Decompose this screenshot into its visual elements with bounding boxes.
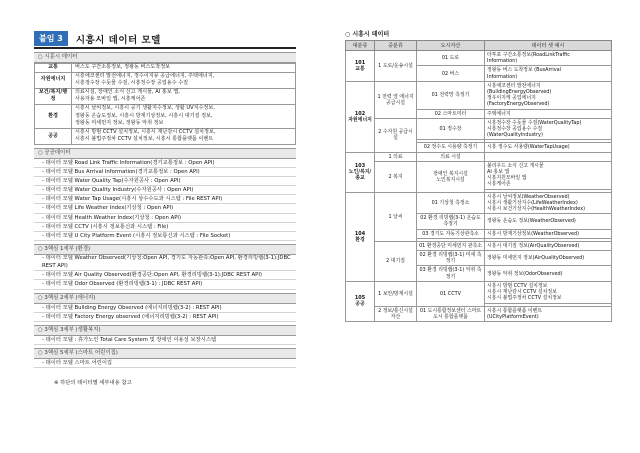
middle-category-cell: 2 정보/통신시설 자산 <box>375 306 417 321</box>
middle-category-cell: 2 대기질 <box>375 241 417 281</box>
right-column <box>345 30 612 322</box>
list-item: - 데이터 모델 Odor Observed (환경리빙랩(3-1) : JDBC REST API) <box>34 280 296 289</box>
section <box>34 244 296 290</box>
section <box>34 325 296 345</box>
content-cell: 버스도 구간소통정보, 정왕동 버스도착정보 <box>72 64 296 73</box>
table-row <box>35 128 296 144</box>
list-item: - 데이터 모델 Road Link Traffic Information(경기교통정보 : Open API) <box>34 159 296 168</box>
middle-category-cell: 1 도로/운송시설 <box>375 51 417 82</box>
section <box>34 293 296 322</box>
header-middle: 중분류 <box>375 41 417 51</box>
header-asset: 도시자산 <box>417 41 485 51</box>
major-category-cell: 103 노인/복지/ 종교 <box>346 152 375 192</box>
middle-category-cell: 1 보안/방재시설 <box>375 281 417 306</box>
section-heading: ○ 3핵심 1세부 (환경) <box>34 244 296 255</box>
section <box>34 348 296 368</box>
city-asset-cell: 01 CCTV <box>417 281 485 306</box>
dataset-example-cell <box>485 152 612 161</box>
list-item: - 데이터 모델 CCTV (시흥시 정보통신과 시스템 : File) <box>34 223 296 232</box>
city-asset-cell: 의료 시설 <box>417 152 485 161</box>
list-item: - 데이터 모델 스마트 어린이집 <box>34 359 296 368</box>
dataset-example-cell: 시흥시 방재기상정보(WeatherObserved) <box>485 229 612 238</box>
dataset-example-cell: 시흥 정수도 사용량(WaterTapUsage) <box>485 143 612 152</box>
city-asset-cell: 02 스마트미터 <box>417 109 485 118</box>
left-column <box>34 30 296 386</box>
city-asset-cell: 장애인 복지시설 노인복지시설 <box>417 161 485 192</box>
dataset-example-cell: 타투포 구간소통정보(RoadLinkTraffic Information) <box>485 51 612 66</box>
footnote: ※ 하단의 데이터별 세부내용 참고 <box>54 379 132 386</box>
city-asset-cell: 01 환경공단 미세먼지 관측소 <box>417 241 485 250</box>
dataset-example-cell: 정왕동 버스 도착정보 (BusArrival Information) <box>485 66 612 81</box>
content-cell: 의료시설, 장애인 소식 신고 게시물, AI 홍보 앱, 사용자용 모바일 앱, 시흥케어존 <box>72 88 296 104</box>
major-category-cell: 102 자원에너지 <box>346 81 375 152</box>
table-row <box>35 88 296 104</box>
dataset-example-cell: 시흥시 방범 CCTV 설치정보 시흥시 재난감시 CCTV 설치정보 시흥시 불법주정차 CCTV 설치정보 <box>485 281 612 303</box>
dataset-example-cell: 시흥에코센터 발전에너지 (BuildingEnergyObserved) 정우이지케 공업에너지 (FactoryEnergyObserved) <box>485 81 612 109</box>
section-heading: ○ 3핵심 5세부 (스마트 어린이집) <box>34 348 296 359</box>
model-list <box>34 336 296 345</box>
dataset-example-cell: 정왕동 온습도 정보(WeatherObserved) <box>485 214 612 229</box>
table-row <box>35 104 296 128</box>
list-item: - 데이터 모델 Water Quality Tap(수자원공사 : Open API) <box>34 177 296 186</box>
city-asset-cell: 01 기상청 측정소 <box>417 192 485 214</box>
section <box>34 148 296 241</box>
city-asset-cell: 01 도로 <box>417 51 485 66</box>
middle-category-cell: 1 날씨 <box>375 192 417 241</box>
dataset-example-cell: 정왕동 악취 정보(OdorObserved) <box>485 266 612 281</box>
middle-category-cell: 1 의료 <box>375 152 417 161</box>
category-cell: 환경 <box>35 104 72 128</box>
right-title: ○ 시흥시 데이터 <box>345 31 390 38</box>
model-list <box>34 255 296 290</box>
page-title: 시흥시 데이터 모델 <box>75 34 161 46</box>
city-asset-cell: 02 버스 <box>417 66 485 81</box>
city-asset-cell: 01 도시통합정보센터 스마트도시 통합플랫폼 <box>417 306 485 321</box>
city-asset-cell: 01 전력망 측정기 <box>417 81 485 109</box>
list-item: - 데이터 모델 Bus Arrival Information(경기교통정보 : Open API) <box>34 168 296 177</box>
category-cell: 공공 <box>35 128 72 144</box>
list-item: - 데이터 모델 U City Platform Event (시흥시 정보통신과 시스템 : File Socket) <box>34 232 296 241</box>
section <box>34 52 296 145</box>
major-category-cell: 105 공공 <box>346 281 375 321</box>
section-heading: ○ 시흥시 데이터 <box>34 52 296 63</box>
list-item: - 데이터 모델 : 휴가노인 Total Care System 및 장애인 이용성 보장시스템 <box>34 336 296 345</box>
list-item: - 데이터 모델 Factory Energy observed (에너지리빙랩(3-2) : REST API) <box>34 313 296 322</box>
model-list <box>34 304 296 322</box>
list-item: - 데이터 모델 Weather Observed(기상청:Open API, 경기도 자동관측:Open API, 환경리빙랩(3-1):JDBC REST API) <box>34 255 296 272</box>
left-sections <box>34 52 296 368</box>
dataset-example-cell: 정왕동 미세먼지 정보(AirQualityObserved) <box>485 251 612 266</box>
table-body <box>346 51 612 322</box>
list-item: - 데이터 모델 Life Weather Index(기상청 : Open API) <box>34 204 296 213</box>
dataset-example-cell: 시흥시 통합플랫폼 이벤트 (UCityPlatformEvent) <box>485 306 612 321</box>
city-data-table <box>34 63 296 145</box>
list-item: - 데이터 모델 Water Tap Usage(시흥시 상수수도과 시스템 : File REST API) <box>34 195 296 204</box>
table-row <box>346 192 612 214</box>
model-list <box>34 159 296 241</box>
category-cell: 자원에너지 <box>35 72 72 88</box>
category-cell: 교통 <box>35 64 72 73</box>
list-item: - 데이터 모델 Health Weather Index(기상청 : Open API) <box>34 214 296 223</box>
attachment-badge: 붙임 3 <box>34 31 68 46</box>
city-asset-cell: 02 환경 리빙랩(3-1) 미세 측정기 <box>417 251 485 266</box>
data-model-table <box>345 40 612 322</box>
table-row <box>346 281 612 303</box>
list-item: - 데이터 모델 Building Energy Observed (에너지리빙랩(3-2) : REST API) <box>34 304 296 313</box>
title-bar <box>34 30 296 49</box>
table-row <box>346 306 612 321</box>
city-asset-cell: 02 환경 리빙랩(3-1) 온습도 측정기 <box>417 214 485 229</box>
city-asset-cell: 02 정수도 시용량 측정기 <box>417 143 485 152</box>
section-heading: ○ 공공데이터 <box>34 148 296 159</box>
major-category-cell: 104 환경 <box>346 192 375 281</box>
list-item: - 데이터 모델 Air Quality Observed(환경공단:Open API, 환경리빙랩(3-1):JDBC REST API) <box>34 271 296 280</box>
table-row <box>346 118 612 140</box>
middle-category-cell: 2 복지 <box>375 161 417 192</box>
list-item: - 데이터 모델 Water Quality Industry(수자원공사 : Open API) <box>34 186 296 195</box>
middle-category-cell: 1 전력 열 에너지 공급시설 <box>375 81 417 118</box>
category-cell: 보건/복지/행정 <box>35 88 72 104</box>
content-cell: 시흥에코센터 발전에너지, 정수이지뮤 공급에너지, 주택에너지, 시흥정수장 수돗물 수질, 시흥정수장 공업용수 수질 <box>72 72 296 88</box>
dataset-example-cell: 시흥시 대기질 정보(AirQualityObserved) <box>485 241 612 250</box>
content-cell: 시흥시 날씨정보, 시흥시 공기 생활지수정보, 생활 UV지수정보, 정왕동 온습도정보, 시흥시 방재기상정보, 시흥시 대기질 정보, 정왕동 미세먼지 정보, 정왕동 악취 정보 <box>72 104 296 128</box>
table-row <box>346 51 612 66</box>
dataset-example-cell: 시흥정수장 수돗물 수질(WaterQualityTap) 시흥정수장 공업용수 수질 (WaterQualityIndustry) <box>485 118 612 140</box>
city-asset-cell: 03 경기도 자동기상관측소 <box>417 229 485 238</box>
table-row <box>35 64 296 73</box>
section-heading: ○ 3핵심 3세부 (생활복지) <box>34 325 296 336</box>
major-category-cell: 101 교통 <box>346 51 375 82</box>
dataset-example-cell: 주택에너지 <box>485 109 612 118</box>
table-row <box>346 241 612 250</box>
middle-category-cell: 2 수자원 공급시설 <box>375 118 417 152</box>
header-major: 대분류 <box>346 41 375 51</box>
table-row <box>35 72 296 88</box>
dataset-example-cell: 불리우드 소식 신고 게시물 AI 홍보 앱 시흥지원모바일 앱 시흥케어존 <box>485 161 612 189</box>
table-row <box>346 161 612 189</box>
model-list <box>34 359 296 368</box>
table-row <box>346 152 612 161</box>
city-asset-cell: 03 환경 리빙랩(3-1) 악취 측정기 <box>417 266 485 281</box>
city-asset-cell: 01 정수장 <box>417 118 485 140</box>
table-header-row <box>346 41 612 51</box>
section-heading: ○ 3핵심 2세부 (에너지) <box>34 293 296 304</box>
content-cell: 시흥시 방범 CCTV 설치정보, 시흥시 재난감시 CCTV 설치정보, 시흥시 불법주정차 CCTV 설치정보, 시흥시 통합플랫폼 이벤트 <box>72 128 296 144</box>
dataset-example-cell: 시흥시 날씨정보(WeatherObserved) 시흥시 생활기상지수(LifeWeatherIndex) 시흥시 보건기상지수(HealthWeatherIndex) <box>485 192 612 214</box>
header-dataset: 데이터 셋 예시 <box>485 41 612 51</box>
table-row <box>346 81 612 109</box>
